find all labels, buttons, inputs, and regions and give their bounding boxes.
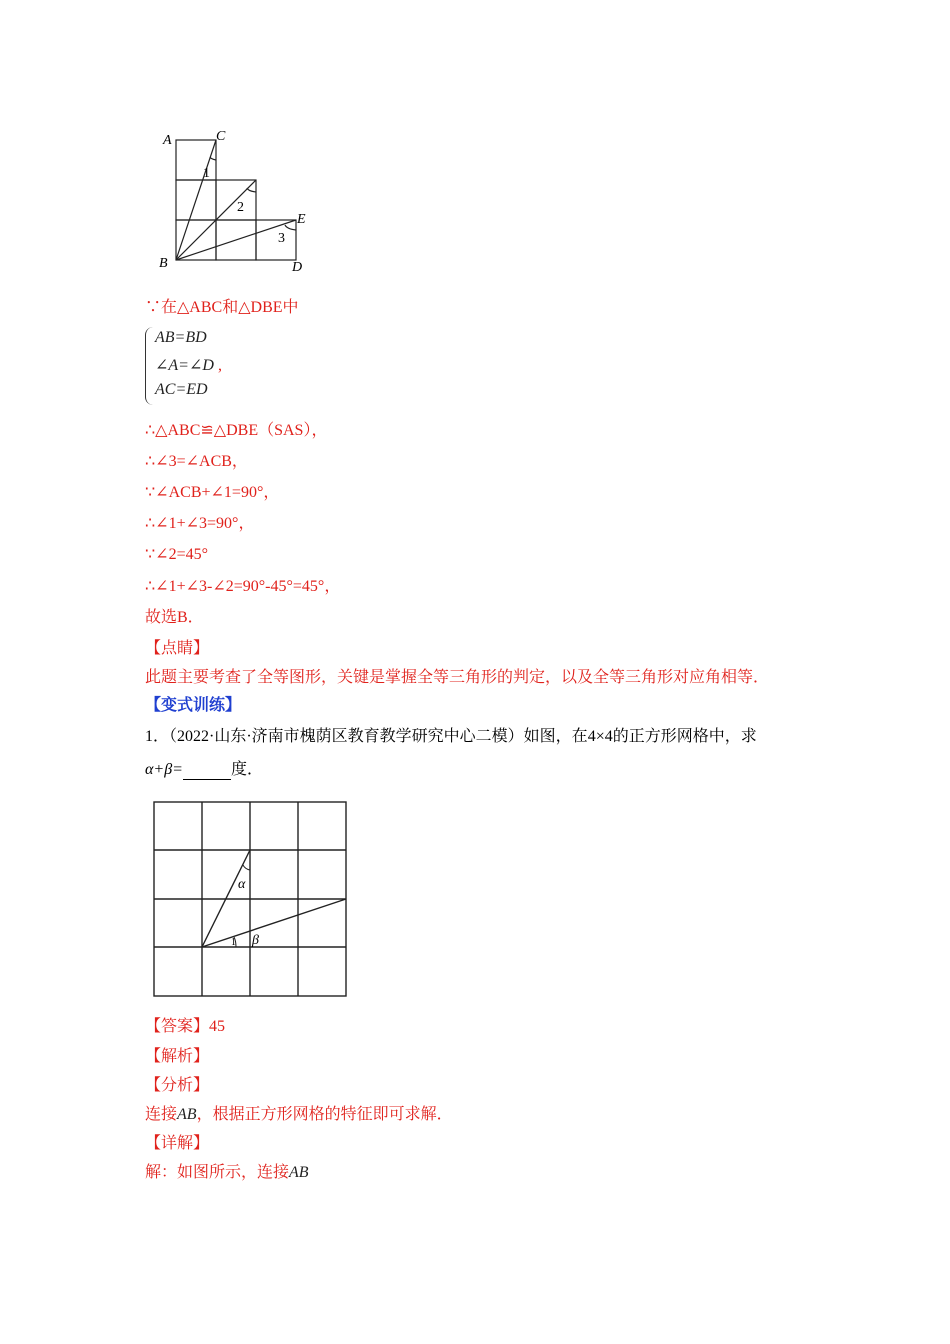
question-expression: α+β= [145,761,183,778]
system-brace [145,327,154,405]
system-row-2 [155,355,222,375]
system-row-1: AB=BD [155,329,207,346]
proof-line-3: ∴∠3=∠ACB， [145,453,248,470]
label-angle-2: 2 [237,200,244,215]
comment-text: 此题主要考查了全等图形，关键是掌握全等三角形的判定，以及全等三角形对应角相等． [145,669,770,686]
proof-line-5: ∴∠1+∠3=90°， [145,515,255,532]
label-beta: β [252,933,259,948]
proof-line-4: ∵∠ACB+∠1=90°， [145,484,280,501]
question-text: （2022·山东·济南市槐荫区教育教学研究中心二模）如图，在 [169,728,588,745]
figure-1-geometry [155,125,325,275]
system-tail-comma: , [217,357,222,374]
proof-line-conclusion: 故选B． [145,609,204,626]
question-line [145,727,757,747]
label-C: C [216,129,226,144]
system-row-2-text: ∠A=∠D [155,357,214,374]
detail-line [145,1163,309,1183]
practice-header: 【变式训练】 [145,697,242,714]
label-alpha: α [238,877,246,892]
label-angle-1: 1 [203,166,210,181]
answer-tag: 【答案】 [145,1018,210,1035]
label-A: A [163,133,172,148]
question-grid-size: 4×4 [587,728,613,745]
label-B: B [159,256,168,271]
label-D: D [292,260,303,275]
fenxi-ab: AB [177,1106,197,1123]
answer-value: 45 [209,1018,226,1035]
detail-text: 解：如图所示，连接 [145,1164,290,1181]
label-E: E [297,212,306,227]
detail-tag: 【详解】 [145,1135,210,1152]
proof-line-given: ∵在△ABC和△DBE中 [145,299,299,316]
question-text-2: 的正方形网格中，求 [612,728,757,745]
comment-tag: 【点睛】 [145,640,210,657]
answer-line [145,1017,225,1037]
fenxi-line [145,1105,453,1125]
proof-line-6: ∵∠2=45° [145,546,209,563]
proof-line-7: ∴∠1+∠3-∠2=90°-45°=45°， [145,578,341,595]
figure-2-grid [150,798,354,1002]
analysis-tag: 【解析】 [145,1048,210,1065]
fenxi-tag: 【分析】 [145,1077,210,1094]
question-number: 1． [145,728,170,745]
question-expression-line [145,760,263,780]
proof-line-congruent: ∴△ABC≌△DBE（SAS）， [145,422,328,439]
detail-ab: AB [289,1164,309,1181]
label-one: 1 [231,937,236,948]
fenxi-text-2: ，根据正方形网格的特征即可求解． [196,1106,453,1123]
label-angle-3: 3 [278,231,285,246]
answer-blank [183,763,231,780]
question-unit: 度． [230,761,263,778]
system-row-3: AC=ED [155,381,208,398]
fenxi-text-1: 连接 [145,1106,178,1123]
